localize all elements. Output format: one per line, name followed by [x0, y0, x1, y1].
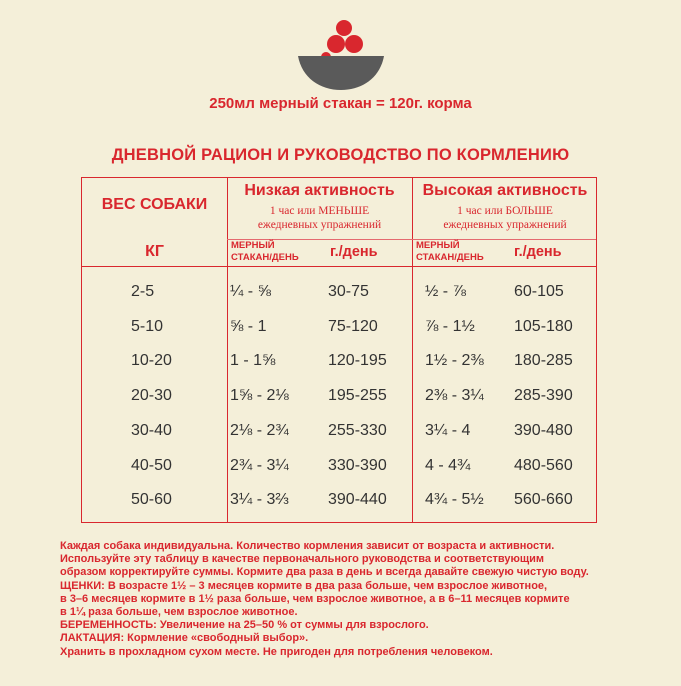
low-activity-sub2: ежедневных упражнений: [257, 219, 382, 231]
row-low-g: 330-390: [328, 457, 387, 474]
row-high-g: 285-390: [514, 387, 573, 404]
row-kg: 2-5: [131, 283, 155, 300]
row-low-g: 195-255: [328, 387, 387, 404]
kg-header: КГ: [145, 243, 164, 260]
note-line: в 3–6 месяцев кормите в 1½ раза больше, чем взрослое животное, а в 6–11 месяцев кормите: [60, 592, 570, 605]
row-high-cup: 2⅜ - 3¼: [425, 387, 484, 404]
note-line: БЕРЕМЕННОСТЬ: Увеличение на 25–50 % от суммы для взрослого.: [60, 619, 429, 632]
row-low-cup: 2¾ - 3¼: [230, 457, 289, 474]
high-cup-header-line2: СТАКАН/ДЕНЬ: [416, 252, 484, 263]
low-activity-sub1: 1 час или МЕНЬШЕ: [269, 205, 370, 217]
row-high-g: 480-560: [514, 457, 573, 474]
low-cup-header: [231, 240, 299, 264]
row-low-g: 120-195: [328, 352, 387, 369]
low-gday-header: г./день: [330, 244, 378, 260]
row-low-cup: 3¼ - 3⅔: [230, 491, 289, 508]
row-high-cup: 4 - 4¾: [425, 457, 471, 474]
row-high-g: 60-105: [514, 283, 564, 300]
row-kg: 5-10: [131, 318, 164, 335]
high-cup-header: [416, 240, 484, 264]
row-low-cup: 1 - 1⅝: [230, 352, 276, 369]
note-line: ЛАКТАЦИЯ: Кормление «свободный выбор».: [60, 632, 309, 645]
note-line: в 1¼ раза больше, чем взрослое животное.: [60, 606, 298, 619]
note-line: ЩЕНКИ: В возрасте 1½ – 3 месяцев кормите в два раза больше, чем взрослое животное,: [60, 579, 548, 592]
high-cup-header-line1: МЕРНЫЙ: [416, 240, 460, 251]
high-activity-sub2: ежедневных упражнений: [443, 219, 567, 231]
row-high-cup: 4¾ - 5½: [425, 491, 484, 508]
row-high-cup: ⅞ - 1½: [425, 318, 475, 335]
row-high-cup: 1½ - 2⅜: [425, 352, 484, 369]
bowl-logo-icon: [296, 16, 386, 96]
row-high-cup: 3¼ - 4: [425, 422, 471, 439]
low-activity-title: Низкая активность: [244, 182, 395, 199]
feeding-table: [81, 177, 597, 523]
red-dot-icon: [345, 35, 363, 53]
note-line: Используйте эту таблицу в качестве первоначального руководства и соответствующим: [60, 553, 545, 566]
red-dot-icon: [327, 35, 345, 53]
note-line: Каждая собака индивидуальна. Количество кормления зависит от возраста и активности.: [60, 540, 555, 552]
row-low-g: 30-75: [328, 283, 369, 300]
row-low-g: 255-330: [328, 422, 387, 439]
high-gday-header: г./день: [514, 244, 562, 260]
high-activity-title: Высокая активность: [422, 182, 588, 199]
page-title: ДНЕВНОЙ РАЦИОН И РУКОВОДСТВО ПО КОРМЛЕНИЮ: [111, 146, 570, 164]
bowl-icon: [298, 56, 384, 90]
row-high-g: 105-180: [514, 318, 573, 335]
row-kg: 10-20: [131, 352, 172, 369]
row-low-g: 390-440: [328, 491, 387, 508]
weight-header: ВЕС СОБАКИ: [101, 196, 208, 213]
row-kg: 20-30: [131, 387, 172, 404]
row-kg: 50-60: [131, 491, 172, 508]
row-low-g: 75-120: [328, 318, 378, 335]
row-low-cup: ⅝ - 1: [230, 318, 267, 335]
note-line: Хранить в прохладном сухом месте. Не пригоден для потребления человеком.: [60, 645, 493, 658]
low-cup-header-line2: СТАКАН/ДЕНЬ: [231, 252, 299, 263]
low-cup-header-line1: МЕРНЫЙ: [231, 240, 275, 251]
row-high-g: 180-285: [514, 352, 573, 369]
row-high-cup: ½ - ⅞: [425, 283, 466, 300]
high-activity-sub1: 1 час или БОЛЬШЕ: [457, 205, 553, 217]
row-low-cup: 2⅛ - 2¾: [230, 422, 289, 439]
note-line: образом корректируйте суммы. Кормите два раза в день и всегда давайте свежую чистую воду.: [60, 566, 589, 579]
row-kg: 40-50: [131, 457, 172, 474]
row-high-g: 560-660: [514, 491, 573, 508]
row-kg: 30-40: [131, 422, 172, 439]
cup-equivalence-text: 250мл мерный стакан = 120г. корма: [209, 95, 472, 112]
table-divider: [82, 266, 596, 267]
row-high-g: 390-480: [514, 422, 573, 439]
red-dot-icon: [336, 20, 352, 36]
row-low-cup: 1⅝ - 2⅛: [230, 387, 289, 404]
feeding-notes: [60, 540, 670, 659]
row-low-cup: ¼ - ⅝: [230, 283, 271, 300]
